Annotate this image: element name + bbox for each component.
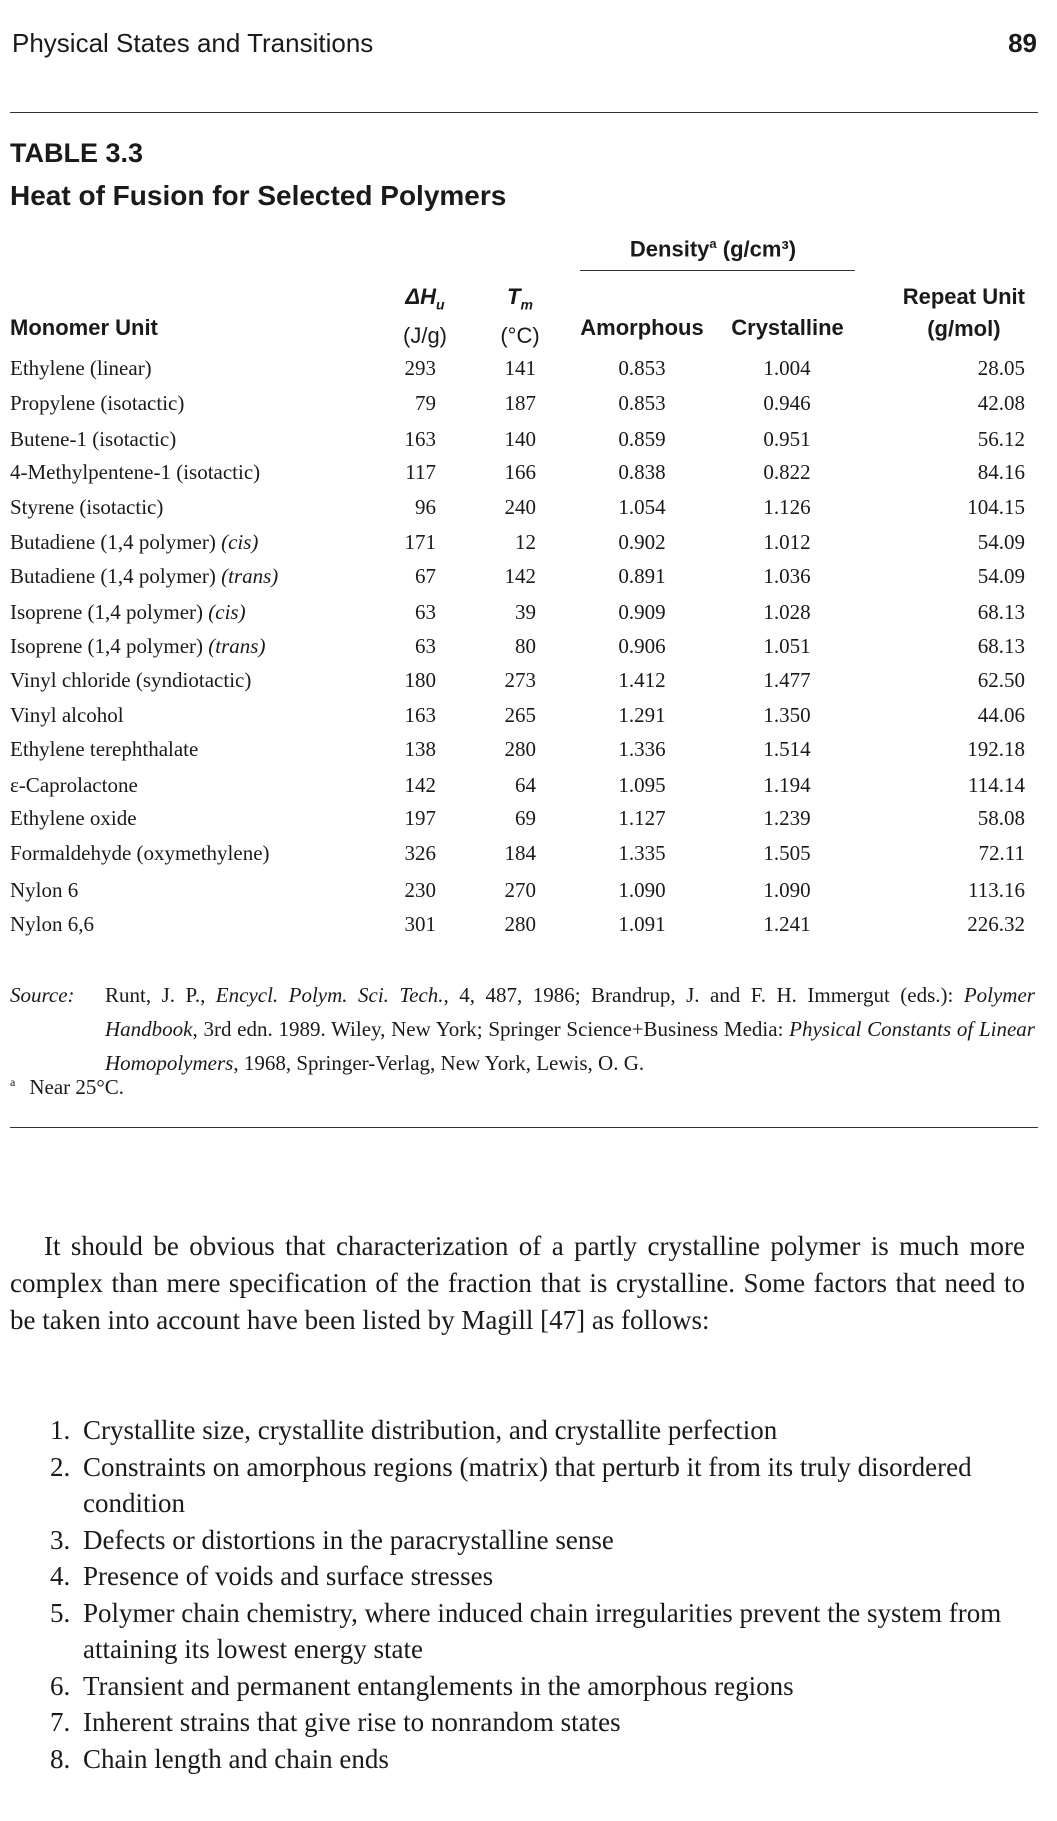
cell-heat-of-fusion: 63	[415, 600, 436, 624]
cell-melting-temp: 80	[515, 634, 536, 658]
cell-density-crystalline: 1.194	[763, 773, 811, 797]
cell-heat-of-fusion: 293	[404, 356, 436, 380]
cell-heat-of-fusion: 326	[404, 841, 436, 865]
cell-heat-of-fusion: 230	[404, 878, 436, 902]
cell-monomer: Ethylene (linear)	[10, 356, 152, 380]
cell-melting-temp: 166	[504, 460, 536, 484]
cell-heat-of-fusion: 117	[405, 460, 436, 484]
cell-melting-temp: 240	[504, 495, 536, 519]
table-row	[0, 634, 1057, 669]
cell-density-amorphous: 1.095	[618, 773, 666, 797]
col-header-repeat-unit: Repeat Unit (g/mol)	[902, 284, 1025, 341]
cell-melting-temp: 280	[504, 737, 536, 761]
table-label: TABLE 3.3	[10, 138, 144, 168]
cell-repeat-unit: 28.05	[977, 356, 1025, 380]
cell-density-amorphous: 1.412	[618, 668, 666, 692]
cell-density-crystalline: 1.051	[763, 634, 811, 658]
cell-density-crystalline: 1.477	[763, 668, 811, 692]
cell-heat-of-fusion: 301	[404, 912, 436, 936]
list-item: 2. Constraints on amorphous regions (matrix) that perturb it from its truly disordered condition	[50, 1451, 972, 1518]
cell-monomer: Formaldehyde (oxymethylene)	[10, 841, 270, 865]
cell-melting-temp: 39	[515, 600, 536, 624]
running-title: Physical States and Transitions	[12, 28, 374, 58]
table-row	[0, 737, 1057, 772]
cell-density-amorphous: 1.090	[618, 878, 666, 902]
cell-density-crystalline: 1.036	[763, 564, 811, 588]
table-bottom-rule	[10, 1127, 1038, 1128]
col-header-heat-of-fusion: $\Delta H_u$ (J/g)	[403, 284, 447, 349]
density-header-rule	[580, 270, 855, 271]
cell-melting-temp: 187	[504, 391, 536, 415]
cell-melting-temp: 12	[515, 530, 536, 554]
cell-repeat-unit: 226.32	[967, 912, 1025, 936]
cell-repeat-unit: 84.16	[977, 460, 1025, 484]
cell-repeat-unit: 113.16	[968, 878, 1025, 902]
cell-density-amorphous: 0.859	[618, 427, 666, 451]
cell-melting-temp: 265	[504, 703, 536, 727]
cell-monomer: Isoprene (1,4 polymer) (cis)	[10, 600, 246, 624]
cell-density-amorphous: 1.335	[618, 841, 666, 865]
cell-density-crystalline: 1.012	[763, 530, 811, 554]
cell-density-crystalline: 1.028	[763, 600, 811, 624]
footnote-marker: a	[709, 236, 717, 251]
list-item: 1. Crystallite size, crystallite distribution, and crystallite perfection	[50, 1415, 778, 1445]
cell-heat-of-fusion: 163	[404, 427, 436, 451]
list-item: 6. Transient and permanent entanglements in the amorphous regions	[50, 1670, 794, 1701]
cell-density-amorphous: 1.091	[618, 912, 666, 936]
cell-monomer: Butene-1 (isotactic)	[10, 427, 177, 451]
cell-density-amorphous: 0.902	[618, 530, 666, 554]
cell-melting-temp: 280	[504, 912, 536, 936]
table-row	[0, 878, 1057, 913]
col-header-amorphous: Amorphous	[580, 315, 704, 340]
cell-melting-temp: 270	[504, 878, 536, 902]
cell-melting-temp: 273	[504, 668, 536, 692]
cell-density-crystalline: 1.239	[763, 806, 811, 830]
table-row	[0, 427, 1057, 462]
cell-monomer: Vinyl chloride (syndiotactic)	[10, 668, 252, 692]
cell-density-crystalline: 1.004	[763, 356, 811, 380]
table-row	[0, 806, 1057, 841]
cell-monomer: Ethylene terephthalate	[10, 737, 199, 761]
cell-melting-temp: 69	[515, 806, 536, 830]
cell-repeat-unit: 62.50	[977, 668, 1025, 692]
table-row	[0, 460, 1057, 495]
cell-monomer: Ethylene oxide	[10, 806, 137, 830]
cell-density-amorphous: 1.127	[618, 806, 666, 830]
table-row	[0, 841, 1057, 876]
cell-heat-of-fusion: 171	[404, 530, 436, 554]
cell-monomer: Nylon 6,6	[10, 912, 94, 936]
list-item: 4. Presence of voids and surface stresses	[50, 1561, 494, 1591]
cell-density-crystalline: 1.505	[763, 841, 811, 865]
header-rule	[10, 112, 1038, 113]
cell-monomer: ε-Caprolactone	[10, 773, 138, 797]
cell-density-amorphous: 0.891	[618, 564, 666, 588]
cell-heat-of-fusion: 96	[415, 495, 436, 519]
col-header-melting-temp: $T_m$ (°C)	[500, 284, 540, 349]
table-row	[0, 912, 1057, 947]
table-row	[0, 530, 1057, 565]
cell-monomer: 4-Methylpentene-1 (isotactic)	[10, 460, 261, 484]
source-label: Source:	[10, 983, 75, 1007]
cell-density-amorphous: 1.291	[618, 703, 666, 727]
density-group-header: Density$^a$ (g/cm³)	[629, 236, 797, 262]
cell-monomer: Styrene (isotactic)	[10, 495, 164, 519]
cell-heat-of-fusion: 197	[404, 806, 436, 830]
cell-density-crystalline: 1.126	[763, 495, 811, 519]
cell-melting-temp: 140	[504, 427, 536, 451]
cell-density-crystalline: 1.090	[763, 878, 811, 902]
col-header-monomer: Monomer Unit	[10, 315, 158, 340]
cell-monomer: Butadiene (1,4 polymer) (cis)	[10, 530, 259, 554]
table-row	[0, 668, 1057, 703]
cell-melting-temp: 141	[504, 356, 536, 380]
cell-repeat-unit: 114.14	[968, 773, 1025, 797]
cell-repeat-unit: 192.18	[967, 737, 1025, 761]
cell-density-crystalline: 0.951	[763, 427, 811, 451]
list-item: 5. Polymer chain chemistry, where induced chain irregularities prevent the system from attaining its lowest energy state	[50, 1597, 1002, 1664]
cell-melting-temp: 142	[504, 564, 536, 588]
cell-heat-of-fusion: 67	[415, 564, 436, 588]
table-title: Heat of Fusion for Selected Polymers	[10, 180, 507, 211]
list-item: 8. Chain length and chain ends	[50, 1743, 389, 1774]
cell-monomer: Propylene (isotactic)	[10, 391, 185, 415]
table-row	[0, 495, 1057, 530]
cell-melting-temp: 64	[515, 773, 536, 797]
table-row	[0, 703, 1057, 738]
cell-repeat-unit: 72.11	[978, 841, 1025, 865]
table-row	[0, 356, 1057, 391]
cell-density-crystalline: 1.514	[763, 737, 811, 761]
cell-repeat-unit: 58.08	[977, 806, 1025, 830]
source-citation: Runt, J. P., Encycl. Polym. Sci. Tech., 4, 487, 1986; Brandrup, J. and F. H. Immergut (eds.): Polymer Handbook, 3rd edn. 1989. Wiley, New York; Springer Science+Business Media: Physical Constants of Linear Homopolymers, 1968, Springer-Verlag, New York, Lewis, O. G.	[105, 983, 1035, 1075]
cell-monomer: Butadiene (1,4 polymer) (trans)	[10, 564, 279, 588]
cell-density-crystalline: 0.946	[763, 391, 811, 415]
cell-density-amorphous: 1.054	[618, 495, 666, 519]
cell-density-amorphous: 0.853	[618, 391, 666, 415]
cell-repeat-unit: 54.09	[977, 564, 1025, 588]
cell-repeat-unit: 44.06	[977, 703, 1025, 727]
cell-heat-of-fusion: 79	[415, 391, 436, 415]
cell-density-amorphous: 0.838	[618, 460, 666, 484]
cell-density-amorphous: 0.909	[618, 600, 666, 624]
cell-repeat-unit: 68.13	[977, 634, 1025, 658]
list-item: 7. Inherent strains that give rise to nonrandom states	[50, 1707, 621, 1737]
cell-repeat-unit: 42.08	[977, 391, 1025, 415]
list-item: 3. Defects or distortions in the paracrystalline sense	[50, 1524, 614, 1555]
table-footnote: $^a$ Near 25°C.	[10, 1075, 125, 1099]
body-paragraph: It should be obvious that characterization of a partly crystalline polymer is much more complex than mere specification of the fraction that is crystalline. Some factors that need to be taken into account have been listed by Magill [47] as follows:	[10, 1231, 1025, 1335]
cell-repeat-unit: 56.12	[977, 427, 1025, 451]
cell-density-amorphous: 0.906	[618, 634, 666, 658]
cell-monomer: Vinyl alcohol	[10, 703, 124, 727]
cell-repeat-unit: 54.09	[977, 530, 1025, 554]
table-row	[0, 773, 1057, 808]
cell-density-amorphous: 0.853	[618, 356, 666, 380]
cell-monomer: Nylon 6	[10, 878, 79, 902]
cell-heat-of-fusion: 63	[415, 634, 436, 658]
table-row	[0, 600, 1057, 635]
factor-list	[10, 1412, 1025, 1777]
cell-heat-of-fusion: 180	[404, 668, 436, 692]
table-row	[0, 391, 1057, 426]
cell-melting-temp: 184	[504, 841, 536, 865]
table-row	[0, 564, 1057, 599]
cell-density-crystalline: 1.350	[763, 703, 811, 727]
cell-heat-of-fusion: 142	[404, 773, 436, 797]
cell-heat-of-fusion: 138	[404, 737, 436, 761]
cell-heat-of-fusion: 163	[404, 703, 436, 727]
page-number: 89	[1008, 28, 1037, 58]
col-header-crystalline: Crystalline	[731, 315, 844, 340]
cell-density-crystalline: 1.241	[763, 912, 811, 936]
cell-monomer: Isoprene (1,4 polymer) (trans)	[10, 634, 266, 658]
cell-density-amorphous: 1.336	[618, 737, 666, 761]
cell-repeat-unit: 68.13	[977, 600, 1025, 624]
cell-density-crystalline: 0.822	[763, 460, 811, 484]
cell-repeat-unit: 104.15	[967, 495, 1025, 519]
